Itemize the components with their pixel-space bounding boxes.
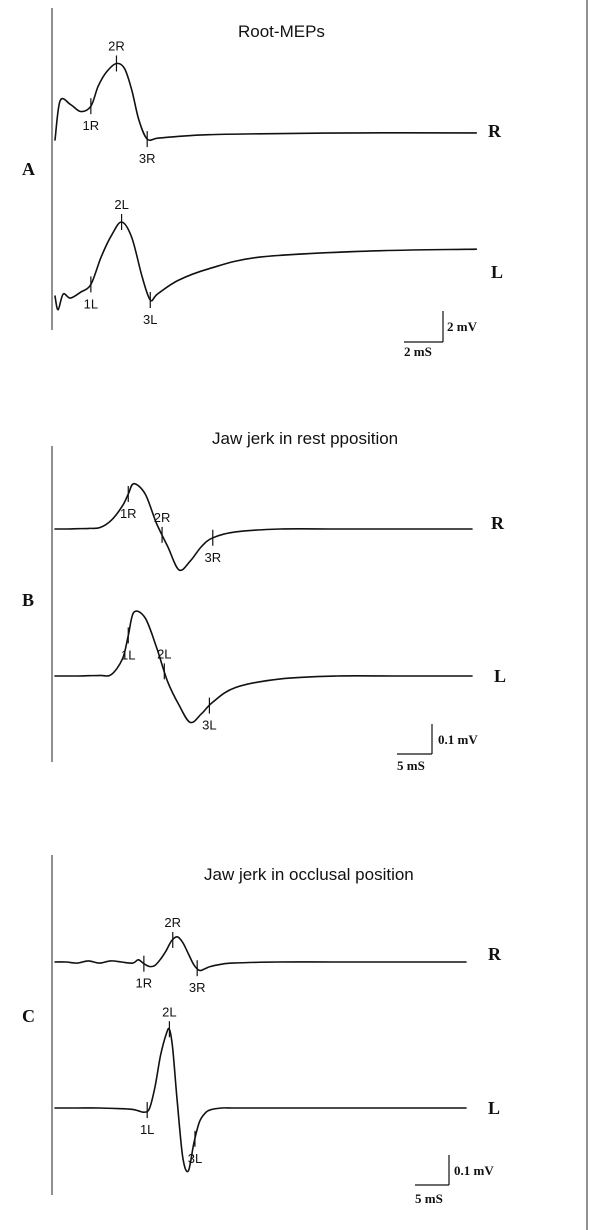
panel-b-scale-amplitude: 0.1 mV: [438, 732, 478, 747]
panel-a-label-l: L: [491, 262, 504, 282]
marker-label-1r: 1R: [82, 118, 100, 134]
marker-label-3r: 3R: [188, 980, 206, 996]
marker-label-2l: 2L: [157, 646, 172, 662]
marker-label-1l: 1L: [83, 296, 99, 312]
marker-label-3r: 3R: [204, 549, 222, 565]
marker-label-2r: 2R: [164, 914, 182, 930]
marker-label-3l: 3L: [143, 312, 158, 327]
panel-c-scale-amplitude: 0.1 mV: [454, 1163, 494, 1178]
panel-c-scale-bar: [415, 1155, 494, 1206]
panel-a-label-r: R: [488, 121, 501, 141]
panel-b-scale-bar: [397, 724, 478, 773]
panel-a-letter: A: [22, 159, 35, 179]
marker-label-1r: 1R: [119, 505, 137, 521]
panel-a-title: Root-MEPs: [238, 22, 325, 41]
panel-c-letter: C: [22, 1006, 35, 1026]
marker-label-1l: 1L: [121, 647, 136, 663]
marker-label-2r: 2R: [108, 38, 125, 54]
panel-b-trace-r: [55, 484, 472, 571]
marker-label-2r: 2R: [153, 509, 171, 525]
panel-b-trace-l: [55, 611, 472, 723]
panel-c-label-l: L: [488, 1098, 501, 1118]
panel-b: [22, 429, 506, 773]
panel-b-label-r: R: [491, 513, 504, 533]
panel-a-scale-bar: [404, 311, 478, 359]
panel-a-scale-amplitude: 2 mV: [447, 319, 477, 334]
panel-b-scale-time: 5 mS: [397, 758, 425, 773]
panel-c-title: Jaw jerk in occlusal position: [204, 865, 414, 884]
panel-c-label-r: R: [488, 944, 501, 964]
panel-a-scale-time: 2 mS: [404, 344, 432, 359]
panel-b-label-l: L: [494, 666, 507, 686]
panel-a-trace-r: [55, 63, 476, 140]
panel-c-trace-r: [55, 937, 466, 971]
panel-a-markers-l: [84, 197, 158, 327]
panel-a: [22, 8, 503, 359]
marker-label-3l: 3L: [187, 1150, 203, 1166]
panel-c-markers-l: [140, 1004, 202, 1166]
panel-c-markers-r: [136, 915, 206, 995]
marker-label-3l: 3L: [202, 717, 217, 733]
marker-label-3r: 3R: [138, 151, 156, 167]
panel-a-trace-l: [55, 222, 476, 310]
marker-label-1l: 1L: [139, 1122, 155, 1138]
panel-b-title: Jaw jerk in rest pposition: [212, 429, 399, 448]
panel-c-trace-l: [55, 1028, 466, 1171]
panel-b-markers-l: [121, 627, 217, 732]
panel-c-scale-time: 5 mS: [415, 1191, 443, 1206]
marker-label-2l: 2L: [114, 197, 129, 212]
panel-b-letter: B: [22, 590, 35, 610]
marker-label-1r: 1R: [135, 975, 153, 991]
panel-c: [22, 855, 502, 1206]
marker-label-2l: 2L: [162, 1004, 177, 1020]
